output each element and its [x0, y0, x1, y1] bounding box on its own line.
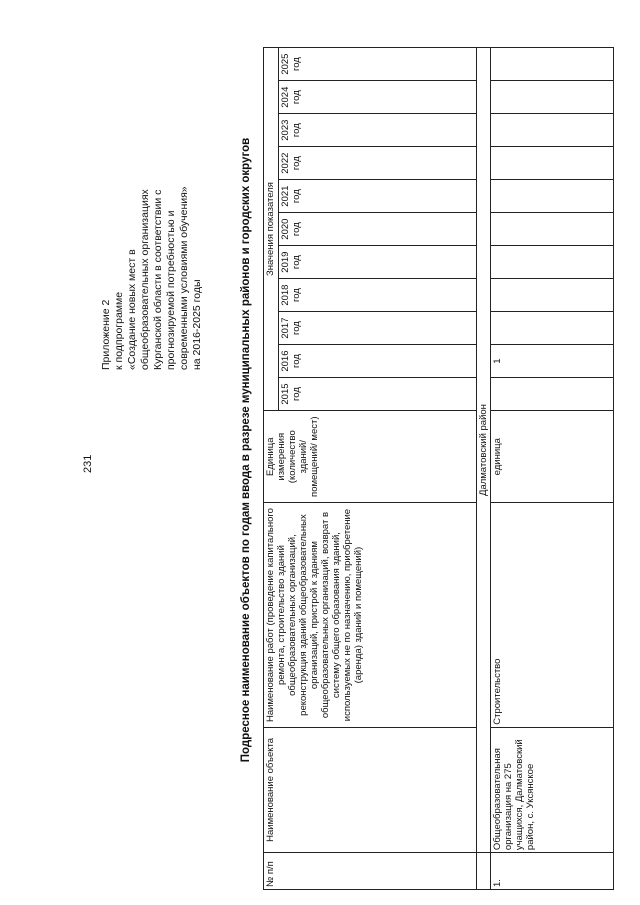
row-num: 1. — [491, 853, 614, 890]
row-value — [491, 279, 614, 312]
year-header: 2016 год — [279, 345, 477, 378]
row-value — [491, 81, 614, 114]
row-value — [491, 147, 614, 180]
row-work: Строительство — [491, 503, 614, 727]
row-object: Общеобразовательная организация на 275 учащихся, Далматовский район, с. Уксянское — [491, 727, 614, 852]
year-header: 2025 год — [279, 48, 477, 81]
year-header: 2021 год — [279, 180, 477, 213]
appendix-line: Курганской области в соответствии с — [152, 189, 164, 370]
appendix-line: прогнозируемой потребностью и — [165, 210, 177, 370]
appendix-block — [100, 50, 204, 370]
row-value — [491, 48, 614, 81]
appendix-line: современными условиями обучения» — [178, 186, 190, 370]
row-value — [491, 378, 614, 411]
year-header: 2023 год — [279, 114, 477, 147]
objects-table — [263, 47, 614, 890]
row-value — [491, 312, 614, 345]
year-header: 2018 год — [279, 279, 477, 312]
year-header: 2015 год — [279, 378, 477, 411]
region-row — [477, 48, 491, 890]
appendix-line: «Создание новых мест в — [126, 249, 138, 370]
header-values: Значения показателя — [264, 48, 279, 411]
year-header: 2022 год — [279, 147, 477, 180]
appendix-line: Приложение 2 — [100, 299, 112, 370]
document-heading: Подресное наименование объектов по годам ввода в разрезе муниципальных районов и городских округов — [240, 137, 252, 763]
page-number: 231 — [82, 454, 94, 473]
appendix-line: общеобразовательных организациях — [139, 189, 151, 370]
year-header: 2020 год — [279, 213, 477, 246]
table-row — [491, 48, 614, 890]
appendix-line: к подпрограмме — [113, 291, 125, 370]
header-num: № п/п — [264, 853, 477, 890]
header-unit: Единица измерения (количество зданий/ помещений/ мест) — [264, 411, 477, 503]
row-value — [491, 213, 614, 246]
region-spacer — [477, 853, 491, 890]
year-header: 2024 год — [279, 81, 477, 114]
row-value — [491, 114, 614, 147]
header-row — [264, 48, 279, 890]
year-header: 2019 год — [279, 246, 477, 279]
row-value — [491, 180, 614, 213]
row-unit: единица — [491, 411, 614, 503]
row-value — [491, 246, 614, 279]
region-label: Далматовский район — [477, 48, 491, 853]
appendix-line: на 2016-2025 годы — [191, 279, 203, 370]
header-work: Наименование работ (проведение капитального ремонта, строительство зданий общеобразовательных организаций, реконструкция зданий общеобразовательных организаций, пристрой к зданиям общеобразовательных организаций, возврат в систему общего образования зданий, используемых не по назначению, приобретение (аренда) зданий и помещений) — [264, 503, 477, 727]
row-value: 1 — [491, 345, 614, 378]
header-object: Наименование объекта — [264, 727, 477, 852]
year-header: 2017 год — [279, 312, 477, 345]
